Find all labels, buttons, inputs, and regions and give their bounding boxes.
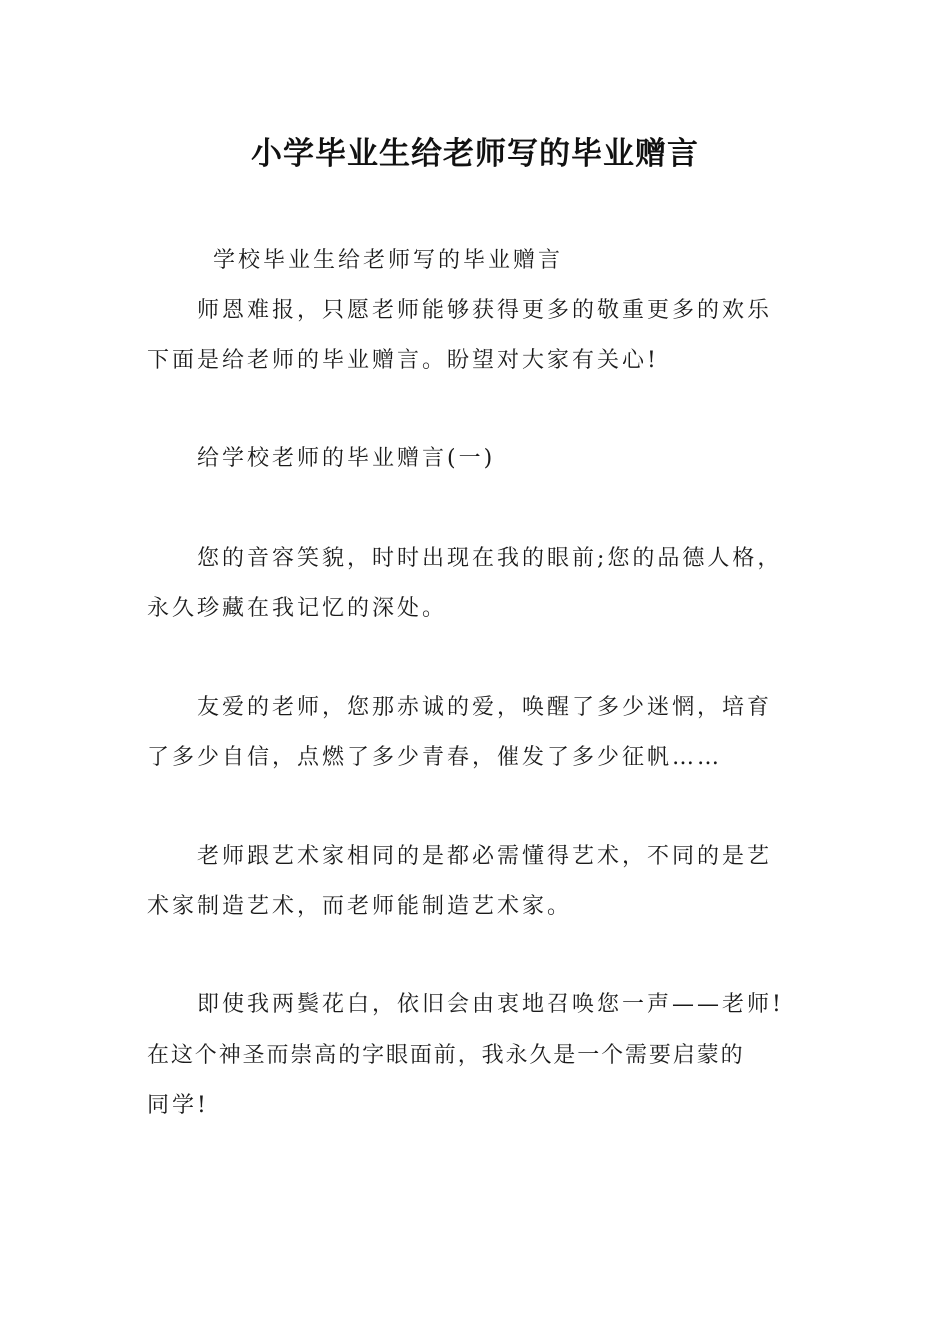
paragraph-4-line-2: 在这个神圣而崇高的字眼面前，我永久是一个需要启蒙的 [147,1043,745,1068]
paragraph-1-line-2: 永久珍藏在我记忆的深处。 [147,596,448,621]
intro-line-1: 师恩难报，只愿老师能够获得更多的敬重更多的欢乐 [197,298,773,323]
paragraph-4-line-3: 同学! [147,1093,209,1118]
subtitle: 学校毕业生给老师写的毕业赠言 [213,248,564,273]
intro-line-2: 下面是给老师的毕业赠言。盼望对大家有关心! [147,348,659,373]
document-title: 小学毕业生给老师写的毕业赠言 [251,136,699,172]
paragraph-2-line-1: 友爱的老师，您那赤诚的爱，唤醒了多少迷惘，培育 [197,695,773,720]
paragraph-1-line-1: 您的音容笑貌，时时出现在我的眼前;您的品德人格， [197,546,783,571]
paragraph-4-line-1: 即使我两鬓花白，依旧会由衷地召唤您一声——老师! [197,992,784,1017]
section-heading: 给学校老师的毕业赠言(一) [197,446,496,471]
paragraph-2-line-2: 了多少自信，点燃了多少青春，催发了多少征帆…… [147,745,723,770]
paragraph-3-line-1: 老师跟艺术家相同的是都必需懂得艺术，不同的是艺 [197,844,773,869]
paragraph-3-line-2: 术家制造艺术，而老师能制造艺术家。 [147,894,573,919]
